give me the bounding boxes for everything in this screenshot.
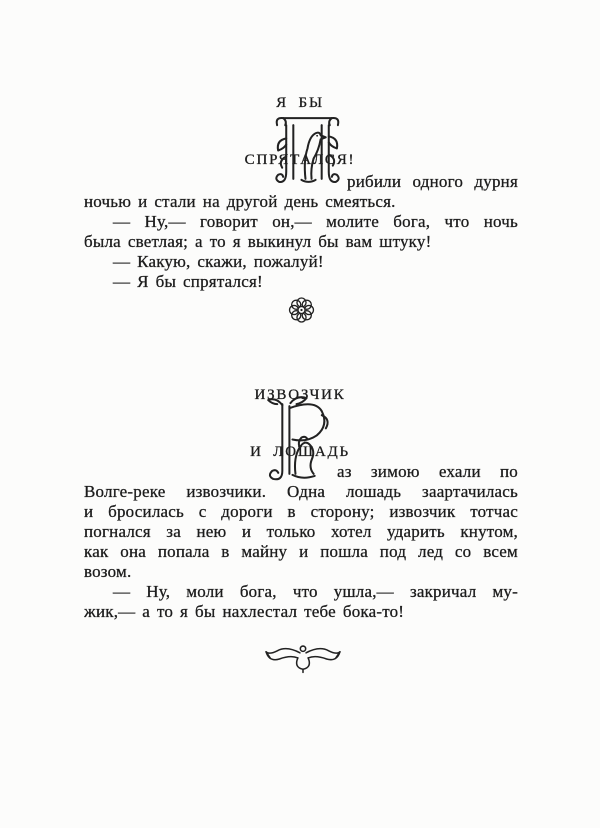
text-line: — Ну,— говорит он,— молите бога, что ночь bbox=[113, 212, 518, 231]
story-1-title-line-1: Я БЫ bbox=[276, 95, 324, 111]
text-line: ночью и стали на другой день смеяться. bbox=[84, 192, 396, 211]
scroll-flourish-icon bbox=[264, 643, 342, 675]
story-1-title-line-2: СПРЯТАЛСЯ! bbox=[244, 152, 356, 168]
text-line: — Какую, скажи, пожалуй! bbox=[113, 252, 324, 271]
text-line: аз зимою ехали по bbox=[337, 462, 518, 481]
text-line: жик,— а то я бы нахлестал тебе бока-то! bbox=[84, 602, 405, 621]
text-line: Волге-реке извозчики. Одна лошадь заартачилась bbox=[84, 482, 518, 501]
text-line: погнался за нею и только хотел ударить кнутом, bbox=[84, 522, 518, 541]
text-line: как она попала в майну и пошла под лед со всем bbox=[84, 542, 518, 561]
story-2-text bbox=[84, 462, 518, 622]
text-line: — Ну, моли бога, что ушла,— закричал му- bbox=[113, 582, 518, 601]
text-line: была светлая; а то я выкинул бы вам штуку! bbox=[84, 232, 432, 251]
text-line: возом. bbox=[84, 562, 132, 581]
story-1-text bbox=[84, 172, 518, 292]
text-line: рибили одного дурня bbox=[347, 172, 518, 191]
rosette-flower-icon bbox=[286, 296, 317, 324]
story-2-title-line-1: ИЗВОЗЧИК bbox=[254, 387, 346, 403]
story-2-title-line-2: И ЛОШАДЬ bbox=[250, 444, 350, 460]
text-line: — Я бы спрятался! bbox=[113, 272, 263, 291]
text-line: и бросилась с дороги в сторону; извозчик тотчас bbox=[84, 502, 518, 521]
